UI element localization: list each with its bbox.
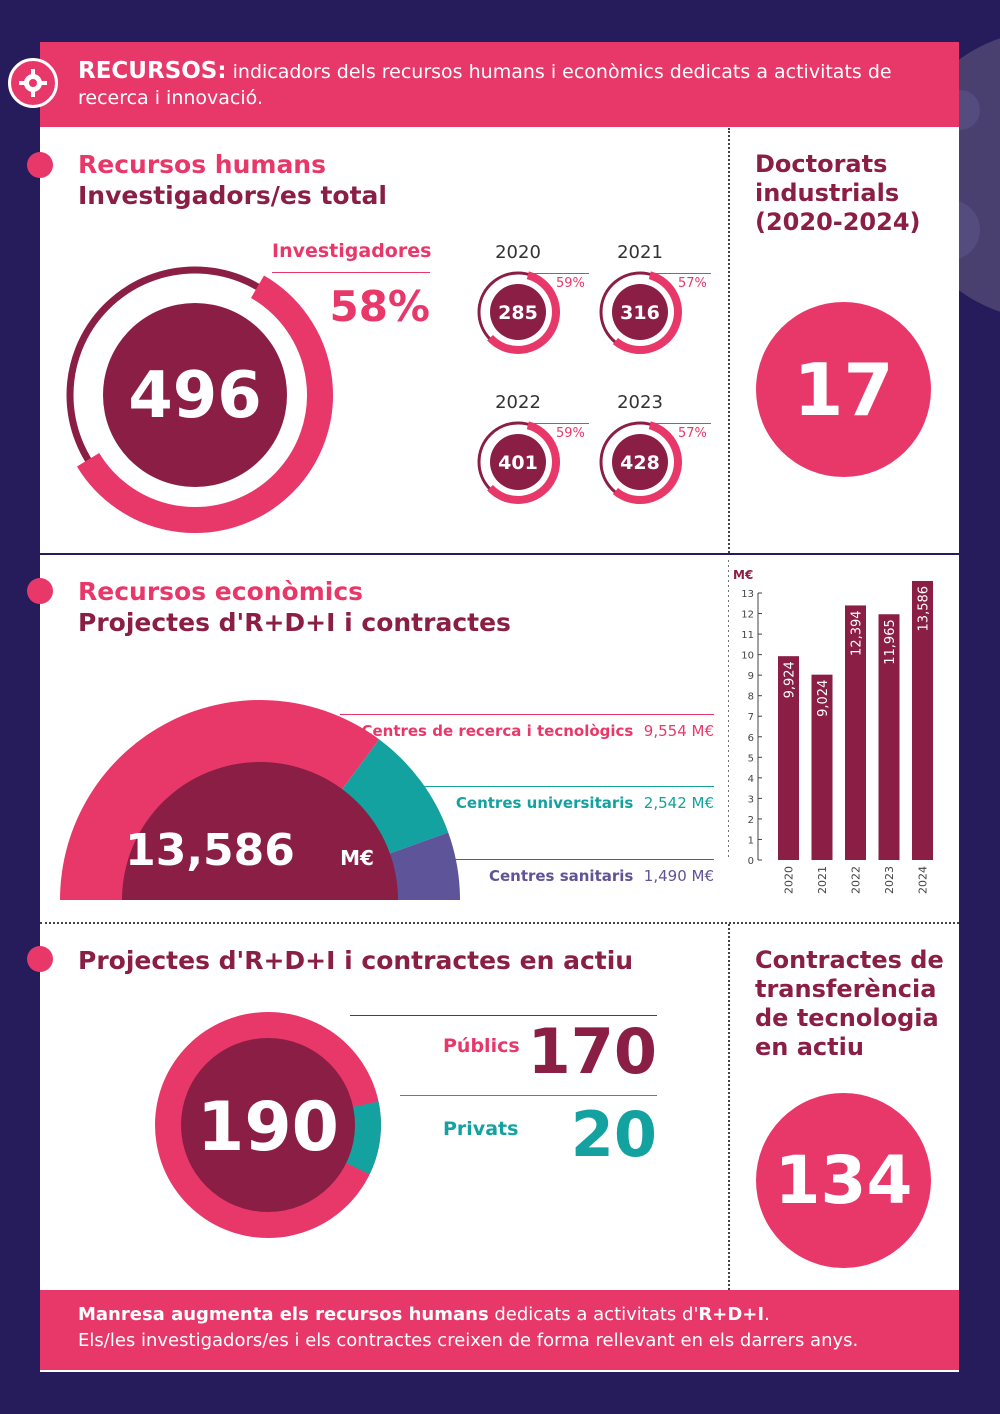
footer-rdi: R+D+I bbox=[698, 1304, 765, 1325]
year-ring-percent: 59% bbox=[556, 276, 585, 291]
legend-universitaris-label: Centres universitaris bbox=[455, 794, 634, 812]
year-ring-year: 2020 bbox=[495, 242, 541, 263]
y-tick-label: 4 bbox=[747, 773, 754, 785]
year-ring-value: 401 bbox=[498, 452, 538, 474]
bar-chart-ylabel: M€ bbox=[733, 568, 754, 582]
funding-unit: M€ bbox=[340, 846, 374, 870]
divider-section-1 bbox=[40, 553, 959, 555]
contractes-value: 134 bbox=[756, 1093, 931, 1268]
legend-recerca-value: 9,554 M€ bbox=[643, 722, 714, 740]
legend-universitaris-value: 2,542 M€ bbox=[643, 794, 714, 812]
divider-section-2 bbox=[40, 922, 959, 924]
header-description: indicadors dels recursos humans i econòmics dedicats a activitats de recerca i innovació. bbox=[78, 61, 892, 109]
year-ring bbox=[473, 267, 563, 357]
publics-value: 170 bbox=[527, 1015, 657, 1088]
header-title: RECURSOS: bbox=[78, 58, 227, 84]
section-bullet bbox=[27, 152, 53, 178]
y-tick-label: 5 bbox=[747, 753, 754, 765]
section-bullet bbox=[27, 578, 53, 604]
legend-recerca-label: Centres de recerca i tecnològics bbox=[361, 722, 634, 740]
gear-icon bbox=[8, 58, 58, 108]
x-tick-label: 2021 bbox=[816, 866, 829, 894]
privats-line bbox=[400, 1095, 657, 1096]
year-ring-value: 285 bbox=[498, 302, 538, 324]
y-tick-label: 12 bbox=[741, 609, 754, 621]
y-tick-label: 11 bbox=[741, 630, 754, 642]
projectes-donut bbox=[128, 1008, 413, 1243]
year-ring-percent: 57% bbox=[678, 426, 707, 441]
year-ring-percent: 59% bbox=[556, 426, 585, 441]
investigadores-percent: 58% bbox=[329, 282, 430, 331]
section-bullet bbox=[27, 946, 53, 972]
legend-universitaris bbox=[420, 794, 714, 812]
footer bbox=[40, 1290, 959, 1370]
legend-line-recerca bbox=[340, 714, 714, 715]
year-ring-value: 428 bbox=[620, 452, 660, 474]
economics-subtitle: Projectes d'R+D+I i contractes bbox=[78, 608, 511, 637]
doctorats-title: Doctorats industrials (2020-2024) bbox=[755, 150, 921, 236]
y-tick-label: 0 bbox=[747, 856, 754, 867]
y-tick-label: 7 bbox=[747, 712, 754, 724]
x-tick-label: 2020 bbox=[782, 866, 796, 894]
header-text bbox=[78, 58, 938, 111]
bar-value-label: 9,024 bbox=[816, 679, 831, 717]
funding-bar-chart bbox=[728, 560, 960, 905]
contractes-title: Contractes de transferència de tecnologia en actiu bbox=[755, 946, 944, 1061]
year-ring bbox=[473, 417, 563, 507]
privats-value: 20 bbox=[570, 1098, 657, 1171]
publics-label: Públics bbox=[443, 1035, 520, 1057]
divider-vertical-top bbox=[728, 128, 730, 553]
funding-total: 13,586 bbox=[125, 825, 295, 876]
year-ring-year: 2022 bbox=[495, 392, 541, 413]
x-tick-label: 2024 bbox=[916, 866, 930, 894]
y-tick-label: 9 bbox=[747, 671, 754, 683]
bar-value-label: 9,924 bbox=[782, 661, 798, 699]
legend-sanitaris-label: Centres sanitaris bbox=[488, 867, 634, 885]
x-tick-label: 2023 bbox=[883, 866, 896, 894]
bar-value-label: 13,586 bbox=[916, 585, 932, 632]
projectes-total: 190 bbox=[197, 1088, 339, 1167]
year-ring-value: 316 bbox=[620, 302, 660, 324]
bar-value-label: 11,965 bbox=[883, 619, 898, 665]
year-ring-year: 2023 bbox=[617, 392, 663, 413]
legend-line-universitaris bbox=[420, 786, 714, 787]
y-tick-label: 8 bbox=[747, 691, 754, 703]
footer-rest1: dedicats a activitats d' bbox=[488, 1304, 699, 1325]
year-ring-percent: 57% bbox=[678, 276, 707, 291]
footer-bold: Manresa augmenta els recursos humans bbox=[78, 1304, 489, 1325]
humans-subtitle: Investigadors/es total bbox=[78, 181, 387, 210]
divider-vertical-bottom bbox=[728, 924, 730, 1290]
y-tick-label: 10 bbox=[741, 650, 754, 662]
bar-value-label: 12,394 bbox=[849, 610, 865, 656]
legend-recerca bbox=[340, 722, 714, 740]
y-tick-label: 1 bbox=[747, 835, 754, 847]
y-tick-label: 6 bbox=[747, 732, 754, 744]
doctorats-value: 17 bbox=[756, 302, 931, 477]
y-tick-label: 2 bbox=[747, 814, 754, 826]
year-ring-year: 2021 bbox=[617, 242, 663, 263]
footer-rest1-end: . bbox=[764, 1304, 770, 1325]
y-tick-label: 3 bbox=[747, 794, 754, 806]
year-ring bbox=[595, 417, 685, 507]
total-researchers-value: 496 bbox=[128, 359, 262, 433]
investigadores-label: Investigadores bbox=[272, 240, 432, 262]
footer-line2: Els/les investigadors/es i els contractes creixen de forma rellevant en els darrers anys. bbox=[78, 1330, 859, 1351]
legend-sanitaris bbox=[455, 867, 714, 885]
legend-sanitaris-value: 1,490 M€ bbox=[643, 867, 714, 885]
economics-title: Recursos econòmics bbox=[78, 577, 364, 606]
year-ring bbox=[595, 267, 685, 357]
privats-label: Privats bbox=[443, 1118, 519, 1140]
total-researchers-ring bbox=[60, 260, 350, 540]
x-tick-label: 2022 bbox=[849, 866, 863, 894]
legend-line-sanitaris bbox=[455, 859, 714, 860]
humans-title: Recursos humans bbox=[78, 150, 326, 179]
y-tick-label: 13 bbox=[741, 589, 754, 600]
projectes-title: Projectes d'R+D+I i contractes en actiu bbox=[78, 946, 634, 975]
